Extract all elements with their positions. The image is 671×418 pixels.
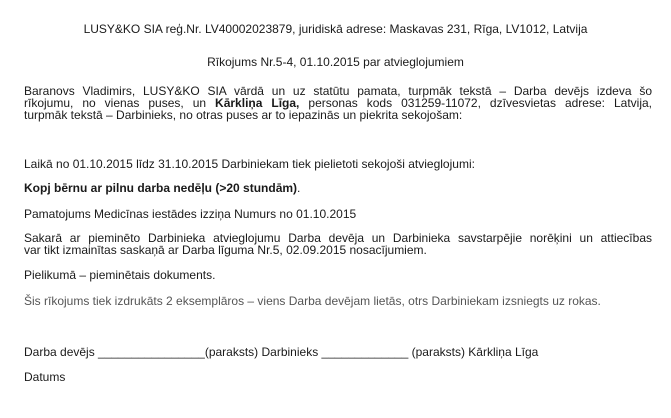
signature-line: Darba devējs ________________(paraksts) Darbinieks _____________ (paraksts) Kārkliņa Līga xyxy=(24,345,539,359)
basis-document: Pamatojums Medicīnas iestādes izziņa Numurs no 01.10.2015 xyxy=(24,207,357,221)
benefit-period: Laikā no 01.10.2015 līdz 31.10.2015 Darbiniekam tiek pielietoti sekojoši atvieglojumi: xyxy=(24,157,475,171)
order-title: Rīkojums Nr.5-4, 01.10.2015 par atvieglojumiem xyxy=(207,55,464,69)
benefit-type-bold: Kopj bērnu ar pilnu darba nedēļu (>20 stundām) xyxy=(24,181,298,195)
copies-note: Šis rīkojums tiek izdrukāts 2 eksemplāros – viens Darba devējam lietās, otrs Darbiniekam izsniegts uz rokas. xyxy=(24,294,601,308)
intro-line-3: turpmāk tekstā – Darbinieks, no otras puses ar to iepazinās un piekrita sekojošam: xyxy=(24,108,463,122)
benefit-type-period: . xyxy=(297,181,301,195)
intro-line-2-start: rīkojumu, no vienas puses, un xyxy=(24,96,216,110)
attachment-note: Pielikumā – pieminētais dokuments. xyxy=(24,268,216,282)
intro-line-1: Baranovs Vladimirs, LUSY&KO SIA vārdā un uz statūtu pamata, turpmāk tekstā – Darba devējs izdeva šo xyxy=(24,84,652,98)
date-label: Datums xyxy=(24,370,66,384)
benefit-type xyxy=(24,181,300,195)
employee-name: Kārkliņa Līga, xyxy=(215,96,300,110)
consent-line-2: var tikt izmainītas saskaņā ar Darba līguma Nr.5, 02.09.2015 nosacījumiem. xyxy=(24,243,427,257)
consent-line-1: Sakarā ar pieminēto Darbinieka atvieglojumu Darba devēja un Darbinieka savstarpējie norēķini un attiecības xyxy=(24,231,652,245)
company-header: LUSY&KO SIA reģ.Nr. LV40002023879, juridiskā adrese: Maskavas 231, Rīga, LV1012, Latvija xyxy=(83,22,588,36)
intro-line-2-end: personas kods 031259-11072, dzīvesvietas adrese: Latvija, xyxy=(299,96,652,110)
